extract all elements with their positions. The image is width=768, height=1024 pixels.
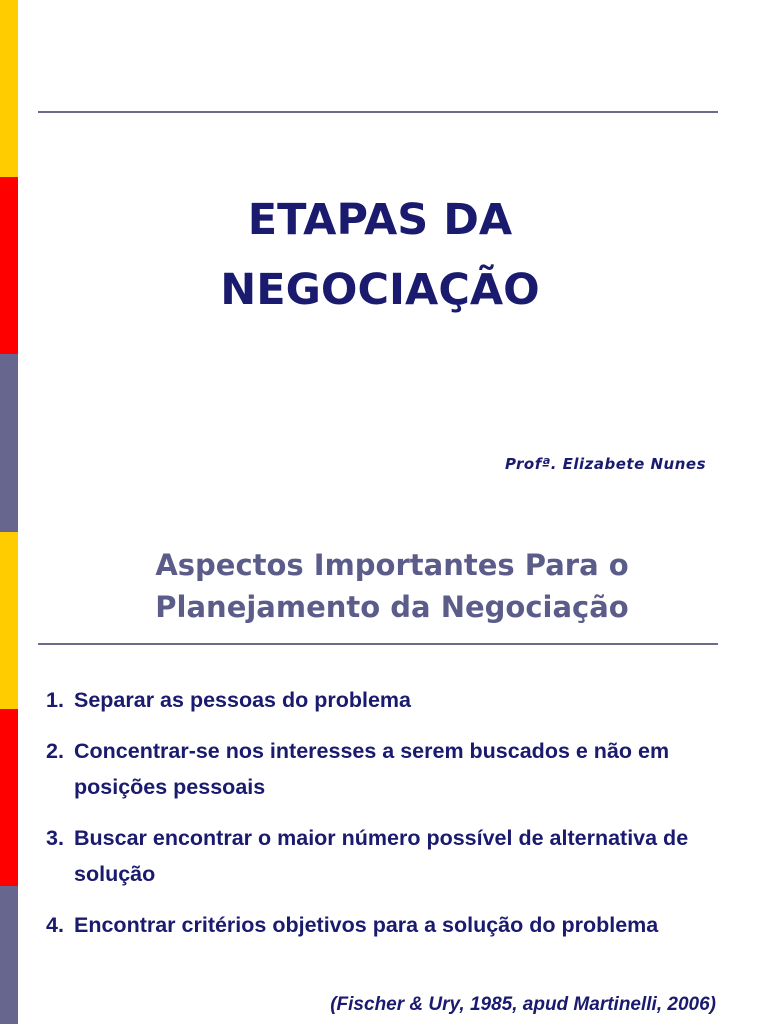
subtitle-rule (38, 643, 718, 645)
content-slide (0, 532, 768, 1024)
list-item-number: 3. (46, 826, 64, 850)
list-item (46, 907, 736, 943)
author-name: Profª. Elizabete Nunes (504, 455, 706, 473)
slide-title-line-1: ETAPAS DA (247, 195, 513, 245)
stripe-yellow (0, 0, 18, 177)
list-item (46, 733, 736, 805)
citation: (Fischer & Ury, 1985, apud Martinelli, 2006) (330, 994, 716, 1015)
list-item (46, 682, 736, 718)
slide-title-line-2: NEGOCIAÇÃO (220, 265, 540, 315)
list-item-text: Concentrar-se nos interesses a serem buscados e não em posições pessoais (74, 739, 670, 799)
stripe-slate (0, 354, 18, 532)
slide-subtitle-line-1: Aspectos Importantes Para o (155, 548, 629, 582)
stripe-slate (0, 886, 18, 1024)
slide-subtitle (0, 544, 768, 628)
stripe-red (0, 709, 18, 886)
list-item-text: Encontrar critérios objetivos para a solução do problema (74, 913, 659, 937)
slide-title (0, 185, 760, 325)
list-item-text: Buscar encontrar o maior número possível de alternativa de solução (74, 826, 689, 886)
list-item-number: 1. (46, 688, 64, 712)
aspects-list (46, 682, 736, 958)
slide-subtitle-line-2: Planejamento da Negociação (155, 590, 629, 624)
list-item (46, 820, 736, 892)
header-rule (38, 111, 718, 113)
list-item-number: 4. (46, 913, 64, 937)
list-item-text: Separar as pessoas do problema (74, 688, 411, 712)
list-item-number: 2. (46, 739, 64, 763)
